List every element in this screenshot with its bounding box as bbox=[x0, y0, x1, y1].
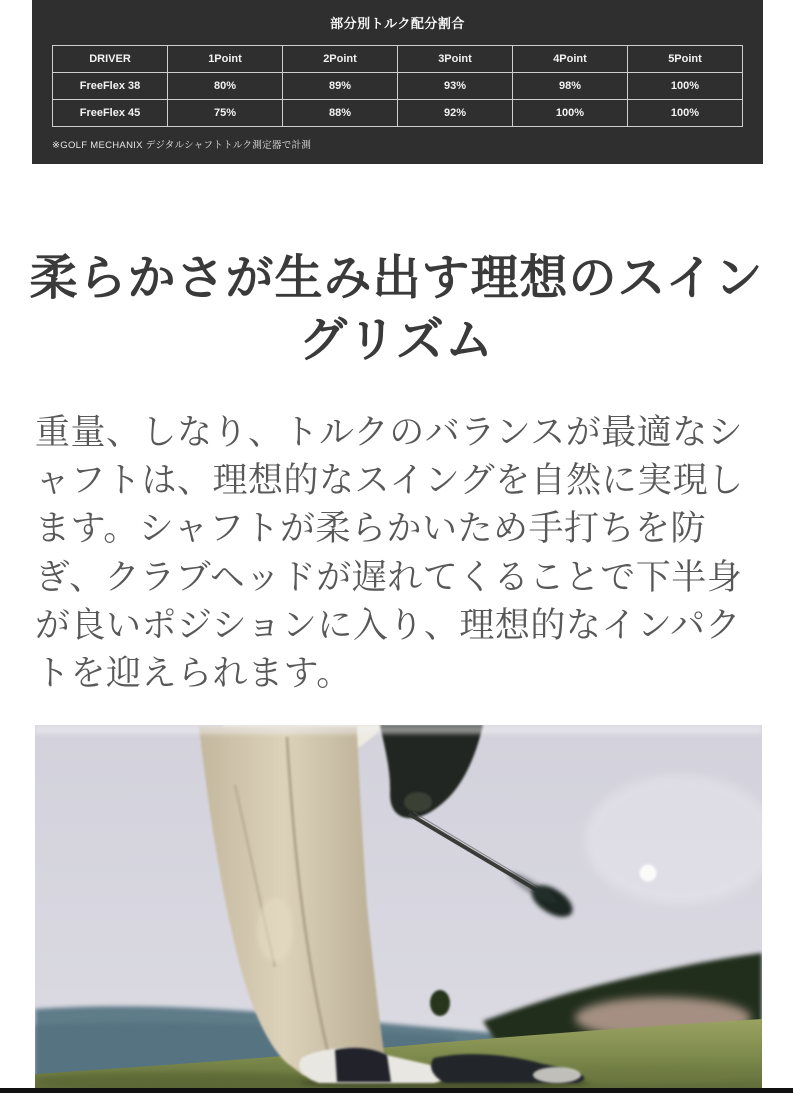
table-row bbox=[53, 100, 743, 127]
golf-ball bbox=[640, 864, 657, 881]
torque-distribution-panel bbox=[32, 0, 763, 164]
golfer-glove bbox=[404, 792, 432, 812]
table-cell: 80% bbox=[168, 73, 283, 100]
small-tree bbox=[430, 990, 450, 1016]
table-header-3point: 3Point bbox=[398, 46, 513, 73]
measurement-footnote: ※GOLF MECHANIX デジタルシャフトトルク測定器で計測 bbox=[52, 140, 312, 151]
golfer-swing-photo bbox=[35, 725, 762, 1088]
table-cell: 75% bbox=[168, 100, 283, 127]
torque-table-header-row bbox=[53, 46, 743, 73]
table-cell: 88% bbox=[283, 100, 398, 127]
table-cell: 100% bbox=[628, 100, 743, 127]
table-cell: 100% bbox=[628, 73, 743, 100]
torque-table bbox=[52, 45, 743, 127]
table-cell: 93% bbox=[398, 73, 513, 100]
table-row bbox=[53, 73, 743, 100]
film-fade bbox=[35, 725, 762, 734]
section-heading: 柔らかさが生み出す理想のスイングリズム bbox=[29, 252, 764, 368]
table-header-driver: DRIVER bbox=[53, 46, 168, 73]
table-cell: 89% bbox=[283, 73, 398, 100]
pants-highlight bbox=[257, 898, 293, 962]
row-label: FreeFlex 45 bbox=[53, 100, 168, 127]
next-section-edge bbox=[0, 1088, 793, 1093]
section-paragraph: 重量、しなり、トルクのバランスが最適なシャフトは、理想的なスイングを自然に実現します。シャフトが柔らかいため手打ちを防ぎ、クラブヘッドが遅れてくることで下半身が良いポジションに入り、理想的なインパクトを迎えられます。 bbox=[35, 412, 744, 694]
torque-panel-title: 部分別トルク配分割合 bbox=[330, 16, 465, 31]
table-header-4point: 4Point bbox=[513, 46, 628, 73]
table-cell: 92% bbox=[398, 100, 513, 127]
table-header-2point: 2Point bbox=[283, 46, 398, 73]
table-cell: 100% bbox=[513, 100, 628, 127]
table-cell: 98% bbox=[513, 73, 628, 100]
back-shoe-toe bbox=[533, 1067, 581, 1083]
table-header-5point: 5Point bbox=[628, 46, 743, 73]
row-label: FreeFlex 38 bbox=[53, 73, 168, 100]
golfer-swing-illustration bbox=[35, 725, 762, 1088]
table-header-1point: 1Point bbox=[168, 46, 283, 73]
